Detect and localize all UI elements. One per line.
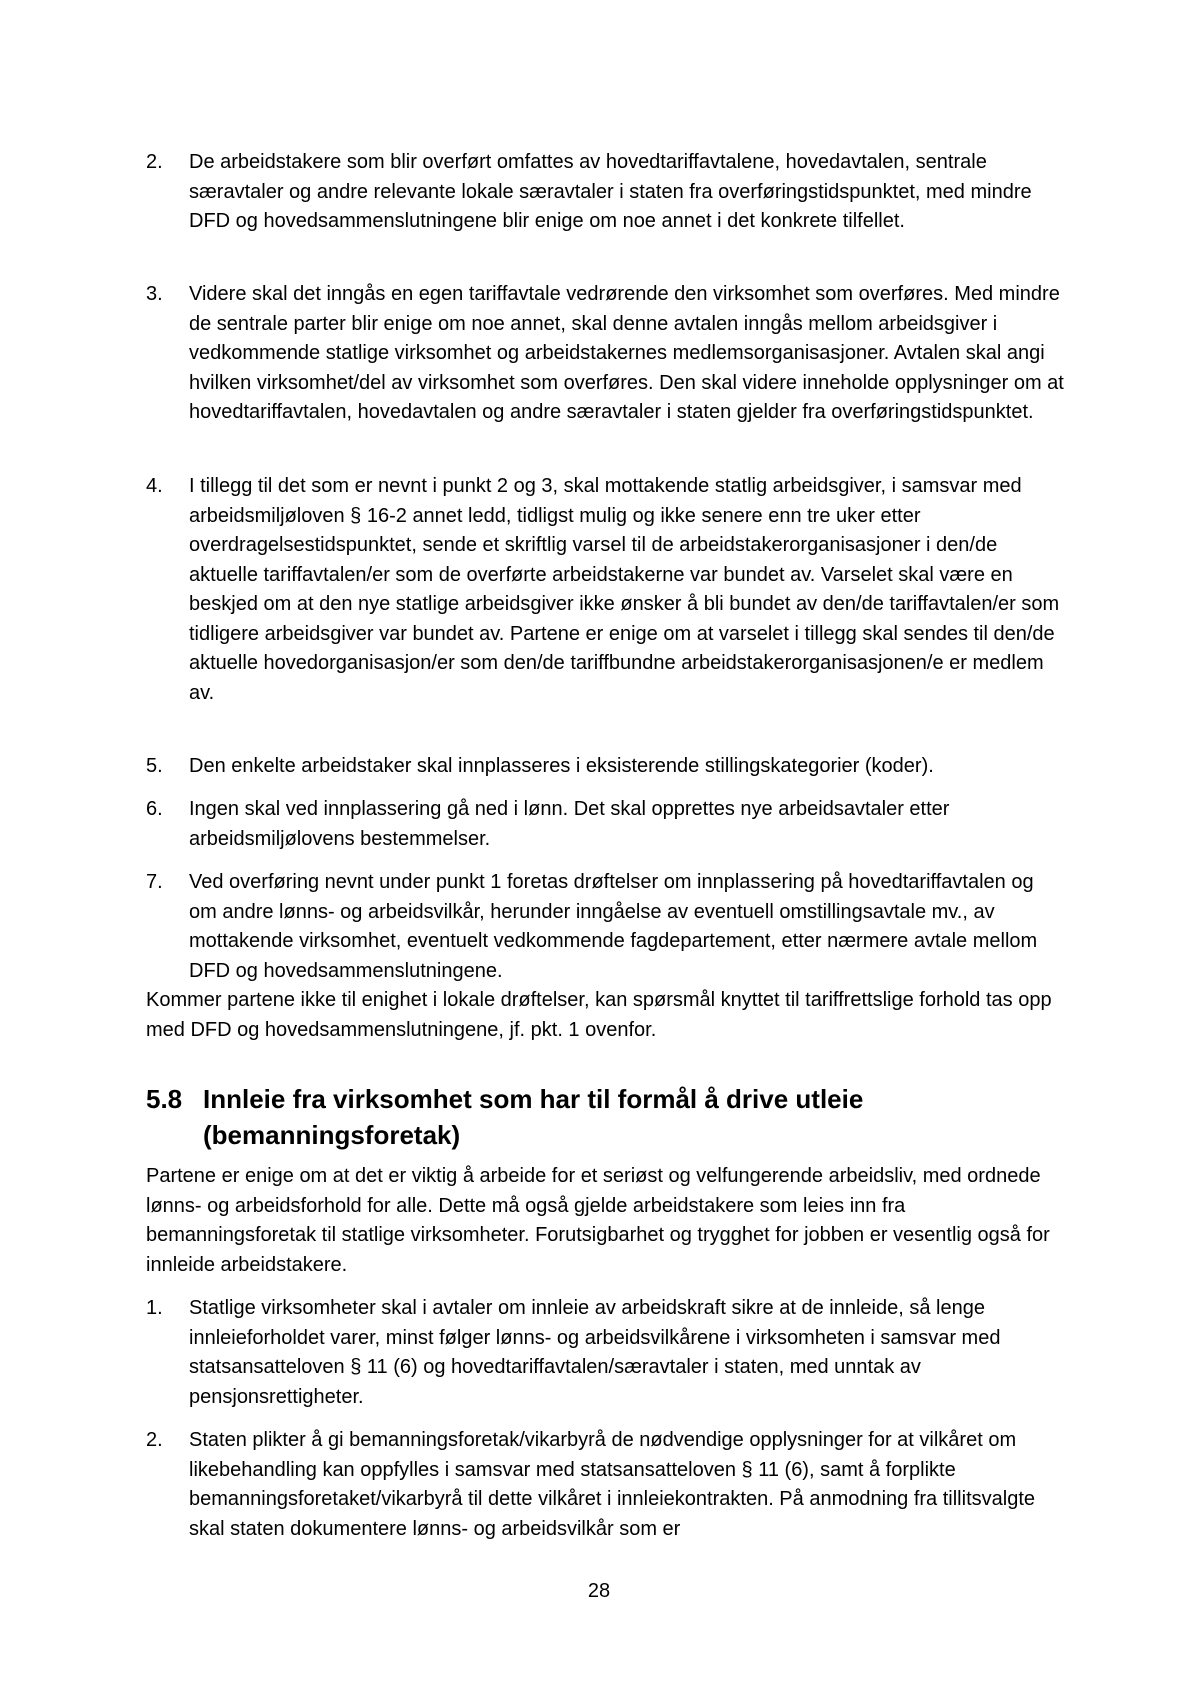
list-item (146, 795, 1066, 854)
list-item-number: 7. (146, 871, 163, 893)
list-item-number: 3. (146, 283, 163, 305)
list-item-text: Den enkelte arbeidstaker skal innplasseres i eksisterende stillingskategorier (koder). (189, 755, 934, 777)
list-item (146, 868, 1066, 986)
body-paragraph: Kommer partene ikke til enighet i lokale drøftelser, kan spørsmål knyttet til tariffrettslige forhold tas opp med DFD og hovedsammenslutningene, jf. pkt. 1 ovenfor. (146, 989, 1052, 1041)
list-item-text: Staten plikter å gi bemanningsforetak/vikarbyrå de nødvendige opplysninger for at vilkåret om likebehandling kan oppfylles i samsvar med statsansatteloven § 11 (6), samt å forplikte bemanningsforetaket/vikarbyrå til dette vilkåret i innleiekontrakten. På anmodning fra tillitsvalgte skal staten dokumentere lønns- og arbeidsvilkår som er (189, 1429, 1035, 1540)
list-item-text: Ved overføring nevnt under punkt 1 foretas drøftelser om innplassering på hovedtariffavtalen og om andre lønns- og arbeidsvilkår, herunder inngåelse av eventuell omstillingsavtale mv., av mottakende virksomhet, eventuelt vedkommende fagdepartement, etter nærmere avtale mellom DFD og hovedsammenslutningene. (189, 871, 1038, 982)
page-number: 28 (587, 1580, 611, 1602)
list-item-number: 4. (146, 475, 163, 497)
list-item-text: Videre skal det inngås en egen tariffavtale vedrørende den virksomhet som overføres. Med mindre de sentrale parter blir enige om noe annet, skal denne avtalen inngås mellom arbeidsgiver i vedkommende statlige virksomhet og arbeidstakernes medlemsorganisasjoner. Avtalen skal angi hvilken virksomhet/del av virksomhet som overføres. Den skal videre inneholde opplysninger om at hovedtariffavtalen, hovedavtalen og andre særavtaler i staten gjelder fra overføringstidspunktet. (189, 283, 1064, 423)
list-item (146, 280, 1066, 457)
section-title: Innleie fra virksomhet som har til formål å drive utleie (bemanningsforetak) (203, 1084, 864, 1150)
list-item (146, 472, 1066, 738)
list-item-text: Ingen skal ved innplassering gå ned i lønn. Det skal opprettes nye arbeidsavtaler etter arbeidsmiljølovens bestemmelser. (189, 798, 950, 850)
section-number: 5.8 (146, 1084, 183, 1114)
section-intro-paragraph: Partene er enige om at det er viktig å arbeide for et seriøst og velfungerende arbeidsliv, med ordnede lønns- og arbeidsforhold for alle. Dette må også gjelde arbeidstakere som leies inn fra bemanningsforetak til statlige virksomheter. Forutsigbarhet og trygghet for jobben er vesentlig også for innleide arbeidstakere. (146, 1165, 1050, 1276)
list-item-number: 1. (146, 1297, 163, 1319)
list-item (146, 148, 1066, 266)
list-item-text: I tillegg til det som er nevnt i punkt 2 og 3, skal mottakende statlig arbeidsgiver, i samsvar med arbeidsmiljøloven § 16-2 annet ledd, tidligst mulig og ikke senere enn tre uker etter overdragelsestidspunktet, sende et skriftlig varsel til de arbeidstakerorganisasjoner i den/de aktuelle tariffavtalen/er som de overførte arbeidstakerne var bundet av. Varselet skal være en beskjed om at den nye statlige arbeidsgiver ikke ønsker å bli bundet av den/de tariffavtalen/er som tidligere arbeidsgiver var bundet av. Partene er enige om at varselet i tillegg skal sendes til den/de aktuelle hovedorganisasjon/er som den/de tariffbundne arbeidstakerorganisasjonen/e er medlem av. (189, 475, 1060, 704)
list-item-number: 2. (146, 151, 163, 173)
list-item-number: 5. (146, 755, 163, 777)
list-item (146, 1294, 1066, 1412)
section-heading (146, 1081, 1066, 1153)
list-item (146, 1426, 1066, 1544)
list-item-number: 6. (146, 798, 163, 820)
list-item (146, 752, 1066, 782)
list-item-text: Statlige virksomheter skal i avtaler om innleie av arbeidskraft sikre at de innleide, så lenge innleieforholdet varer, minst følger lønns- og arbeidsvilkårene i virksomheten i samsvar med statsansatteloven § 11 (6) og hovedtariffavtalen/særavtaler i staten, med unntak av pensjonsrettigheter. (189, 1297, 1001, 1408)
list-item-text: De arbeidstakere som blir overført omfattes av hovedtariffavtalene, hovedavtalen, sentrale særavtaler og andre relevante lokale særavtaler i staten fra overføringstidspunktet, med mindre DFD og hovedsammenslutningene blir enige om noe annet i det konkrete tilfellet. (189, 151, 1032, 232)
list-item-number: 2. (146, 1429, 163, 1451)
